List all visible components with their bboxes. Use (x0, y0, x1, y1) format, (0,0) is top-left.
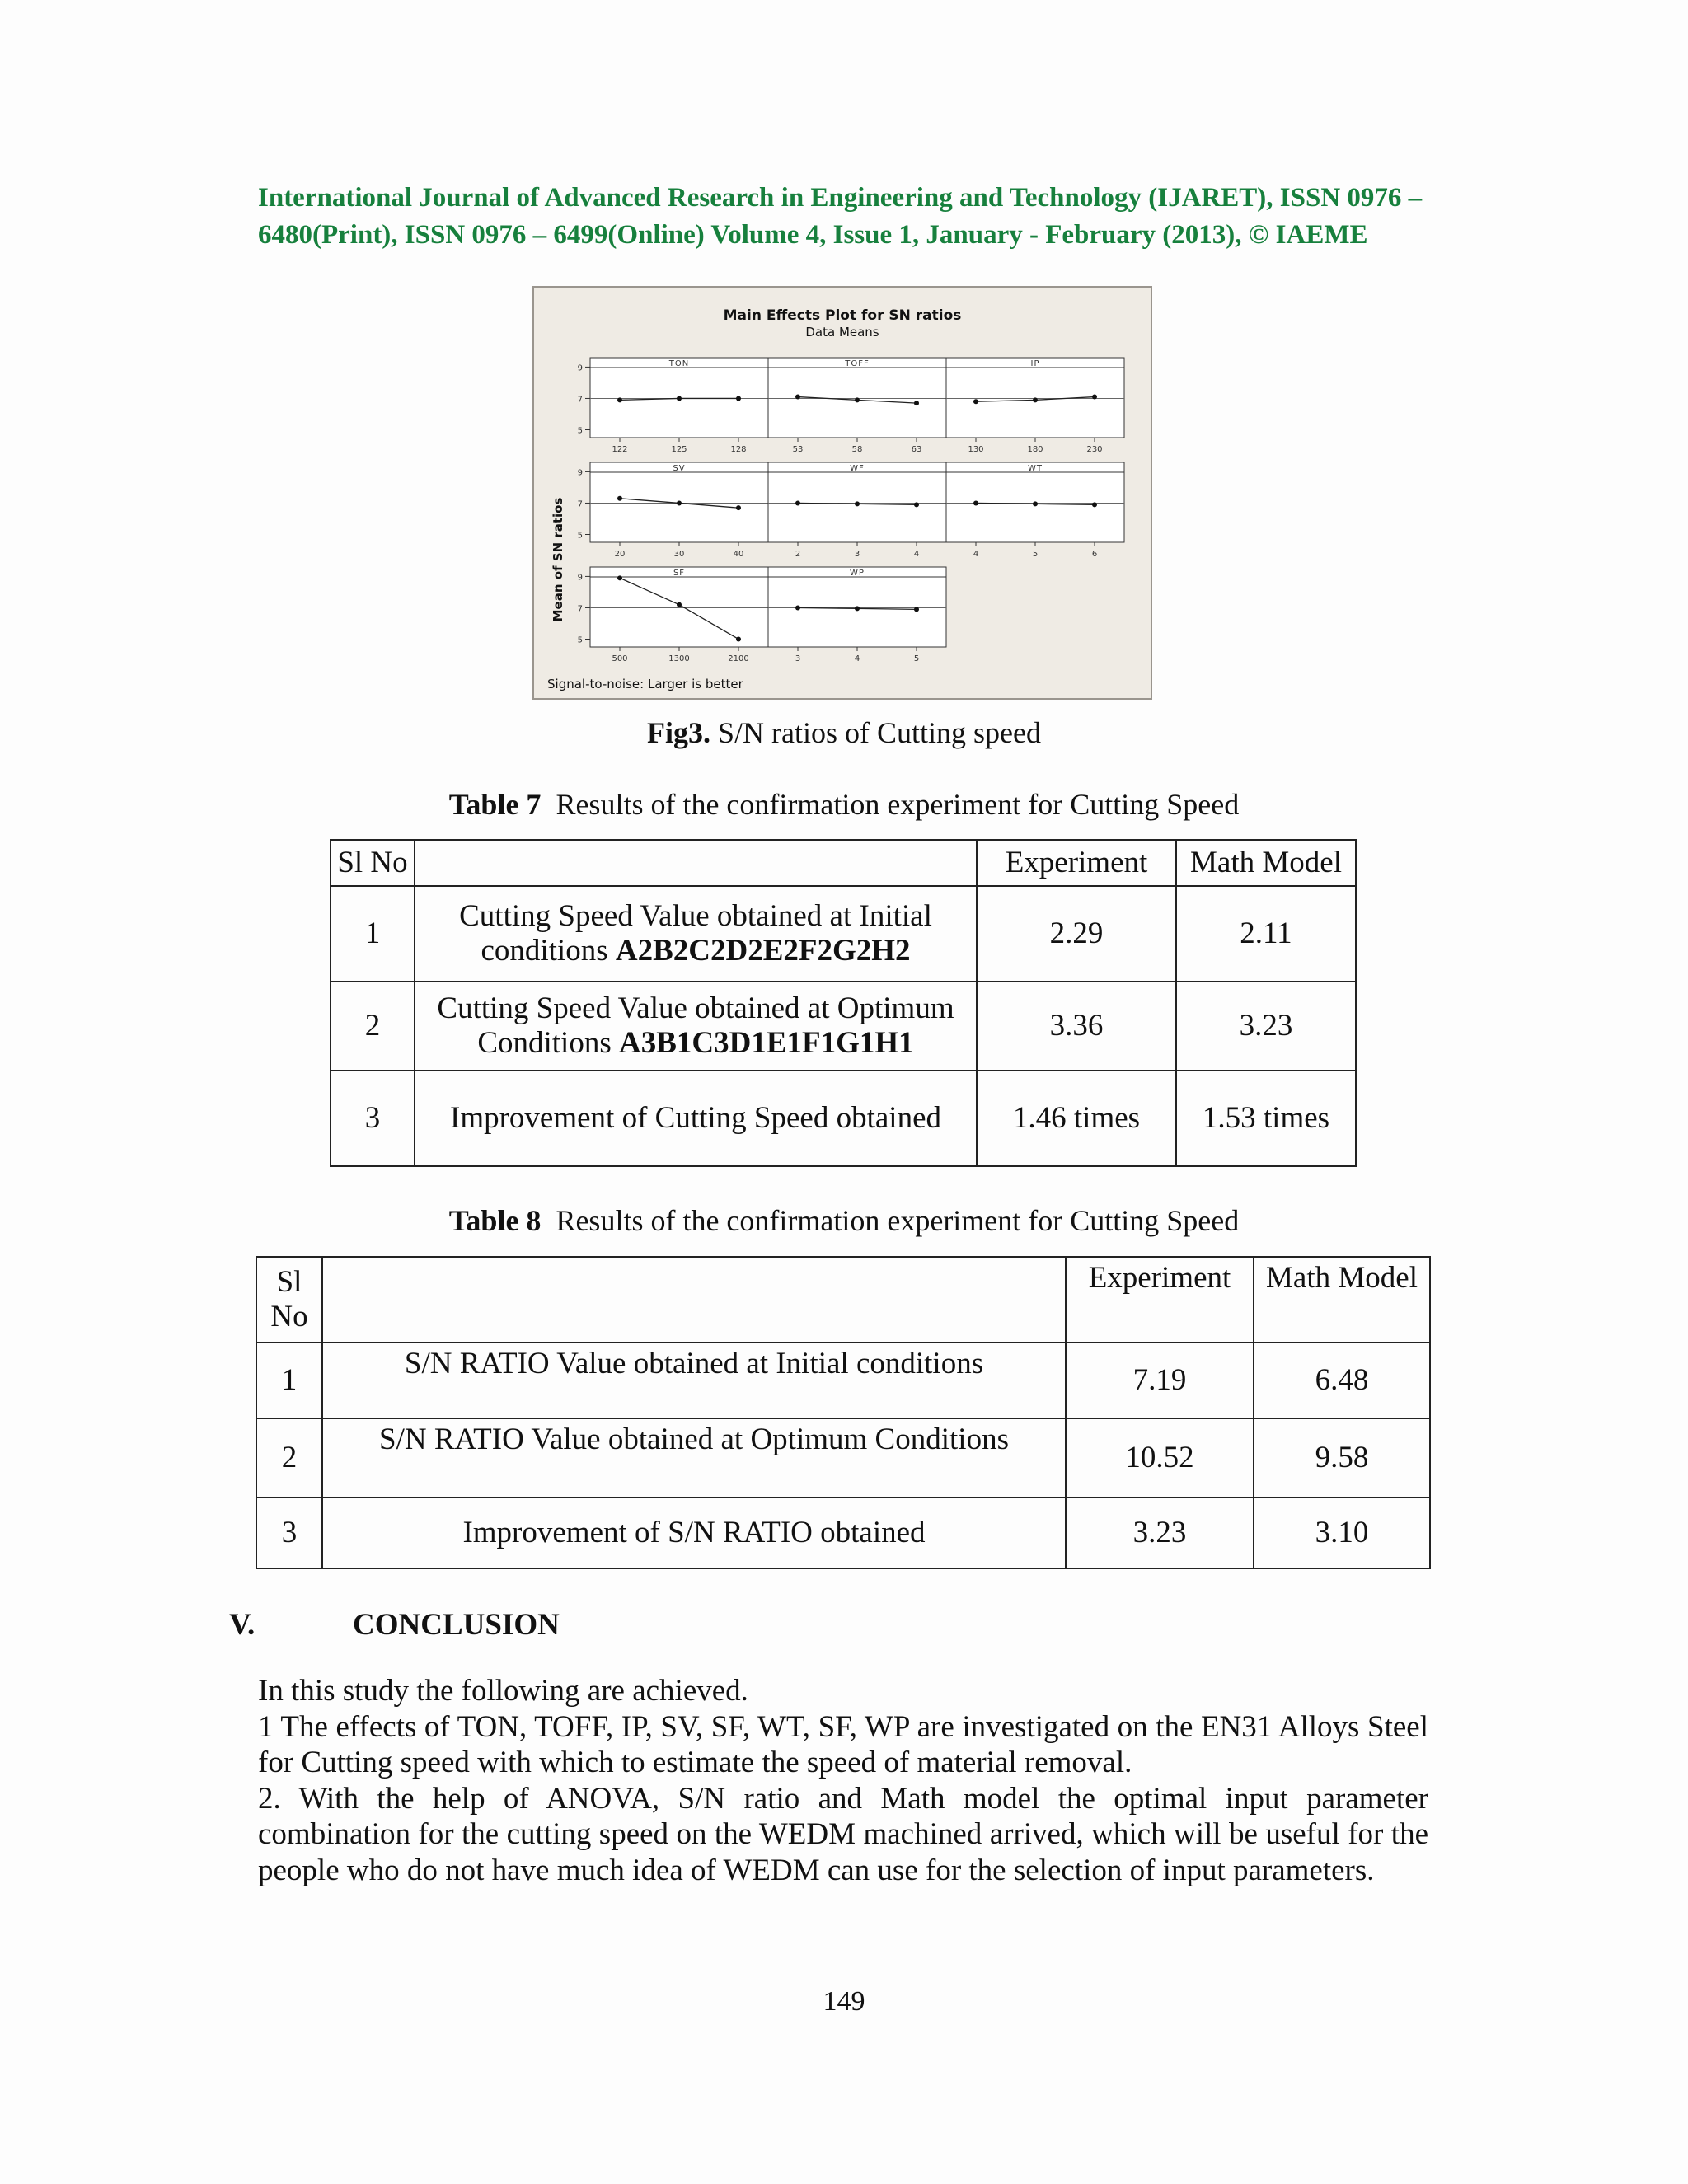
table-cell: 3 (331, 1071, 415, 1166)
y-tick-label: 5 (577, 635, 583, 645)
table-cell: S/N RATIO Value obtained at Optimum Conditions (322, 1418, 1066, 1497)
table-cell: 2.11 (1176, 886, 1356, 982)
table-header-line: No (270, 1300, 308, 1333)
table-cell-code: A3B1C3D1E1F1G1H1 (618, 1026, 914, 1060)
paragraph: In this study the following are achieved. (258, 1674, 748, 1708)
table-row (256, 1343, 1430, 1418)
figure-caption-label: Fig3. (647, 716, 710, 749)
data-point (1092, 502, 1097, 507)
y-tick-label: 5 (577, 531, 583, 541)
table-7 (330, 839, 1357, 1167)
table-cell: Improvement of Cutting Speed obtained (415, 1071, 977, 1166)
journal-header (258, 180, 1437, 254)
figure-caption-text: S/N ratios of Cutting speed (718, 716, 1041, 749)
table-header-cell (415, 840, 977, 886)
x-tick-label: 20 (614, 550, 626, 559)
figure-caption (0, 715, 1688, 750)
main-effects-plot (534, 288, 1151, 698)
table-cell: 3 (256, 1497, 322, 1568)
x-tick-label: 128 (730, 445, 747, 454)
x-tick-label: 63 (911, 445, 922, 454)
panel-label: WF (850, 464, 865, 473)
table-cell: 6.48 (1254, 1343, 1430, 1418)
x-tick-label: 4 (973, 550, 979, 559)
data-point (795, 605, 800, 610)
table-row (256, 1418, 1430, 1497)
x-tick-label: 2100 (728, 654, 749, 663)
data-point (736, 505, 741, 510)
table-row (331, 840, 1356, 886)
section-heading (229, 1607, 560, 1643)
data-point (617, 575, 622, 580)
table-header-cell: Sl No (331, 840, 415, 886)
x-tick-label: 58 (851, 445, 863, 454)
table-header-cell (256, 1257, 322, 1343)
x-tick-label: 4 (913, 550, 920, 559)
paragraph: 1 The effects of TON, TOFF, IP, SV, SF, WT, SF, WP are investigated on the EN31 Alloys Steel for Cutting speed with which to estimate the speed of material removal. (258, 1709, 1428, 1779)
chart-footnote: Signal-to-noise: Larger is better (547, 677, 743, 691)
table-row (331, 1071, 1356, 1166)
table-cell: 1.46 times (977, 1071, 1176, 1166)
table-cell (415, 886, 977, 982)
x-tick-label: 5 (1032, 550, 1039, 559)
table-cell: 3.36 (977, 982, 1176, 1071)
table-cell: 9.58 (1254, 1418, 1430, 1497)
journal-header-line-1: International Journal of Advanced Research in Engineering and Technology (IJARET), ISSN 0976 – (258, 183, 1423, 213)
table-cell: Improvement of S/N RATIO obtained (322, 1497, 1066, 1568)
table-header-line: Sl (276, 1265, 302, 1299)
table-cell: 2.29 (977, 886, 1176, 982)
x-tick-label: 230 (1086, 445, 1103, 454)
table-7-caption-label: Table 7 (448, 788, 542, 821)
table-cell: 1.53 times (1176, 1071, 1356, 1166)
x-tick-label: 500 (612, 654, 628, 663)
y-tick-label: 9 (577, 468, 583, 478)
chart-title: Main Effects Plot for SN ratios (723, 307, 962, 324)
x-tick-label: 40 (733, 550, 744, 559)
y-tick-label: 7 (577, 499, 583, 509)
section-title: CONCLUSION (353, 1608, 560, 1642)
data-point (1092, 395, 1097, 400)
data-point (914, 502, 919, 507)
panel-label: TON (668, 359, 690, 368)
panel-label: IP (1030, 359, 1040, 368)
data-point (855, 397, 860, 402)
table-row (331, 982, 1356, 1071)
x-tick-label: 3 (795, 654, 801, 663)
table-7-caption-text: Results of the confirmation experiment for Cutting Speed (556, 788, 1240, 821)
data-point (973, 500, 978, 505)
table-header-cell: Experiment (977, 840, 1176, 886)
table-cell: 7.19 (1066, 1343, 1254, 1418)
x-tick-label: 122 (612, 445, 628, 454)
table-header-cell: Experiment (1066, 1257, 1254, 1343)
table-header-cell: Math Model (1176, 840, 1356, 886)
table-8-caption-label: Table 8 (448, 1204, 542, 1237)
data-point (855, 606, 860, 611)
table-cell: 3.23 (1066, 1497, 1254, 1568)
panel-label: TOFF (845, 359, 870, 368)
data-point (914, 401, 919, 405)
data-point (973, 399, 978, 404)
chart-subtitle: Data Means (805, 325, 879, 340)
panel-label: SF (673, 569, 686, 578)
y-tick-label: 9 (577, 573, 583, 583)
x-tick-label: 2 (795, 550, 801, 559)
journal-header-line-2: 6480(Print), ISSN 0976 – 6499(Online) Volume 4, Issue 1, January - February (2013), © IAEME (258, 220, 1368, 250)
data-point (1033, 501, 1038, 506)
panel-label: SV (673, 464, 686, 473)
table-cell: 3.23 (1176, 982, 1356, 1071)
data-point (736, 636, 741, 641)
table-cell: 2 (256, 1418, 322, 1497)
y-axis-label: Mean of SN ratios (551, 497, 565, 622)
table-row (256, 1257, 1430, 1343)
x-tick-label: 53 (792, 445, 804, 454)
table-cell-line: Cutting Speed Value obtained at Optimum (437, 991, 954, 1025)
y-tick-label: 7 (577, 395, 583, 405)
table-cell-line (419, 934, 973, 968)
table-8 (256, 1256, 1431, 1569)
data-point (677, 602, 682, 607)
page-number: 149 (823, 1986, 865, 2017)
conclusion-body (258, 1673, 1428, 1888)
y-tick-label: 7 (577, 604, 583, 614)
table-8-caption-text: Results of the confirmation experiment for Cutting Speed (556, 1204, 1240, 1237)
data-point (677, 396, 682, 401)
table-cell-line: Cutting Speed Value obtained at Initial (459, 899, 932, 933)
x-tick-label: 130 (968, 445, 984, 454)
panel-label: WP (850, 569, 865, 578)
table-cell (415, 982, 977, 1071)
data-point (855, 501, 860, 506)
data-point (1033, 397, 1038, 402)
table-cell-text: conditions (481, 934, 616, 968)
table-cell-code: A2B2C2D2E2F2G2H2 (615, 934, 911, 968)
table-cell: 10.52 (1066, 1418, 1254, 1497)
x-tick-label: 180 (1027, 445, 1043, 454)
x-tick-label: 1300 (668, 654, 690, 663)
main-effects-figure (532, 286, 1152, 700)
x-tick-label: 4 (854, 654, 860, 663)
y-tick-label: 5 (577, 426, 583, 436)
data-point (795, 500, 800, 505)
data-point (795, 395, 800, 400)
x-tick-label: 125 (671, 445, 687, 454)
table-cell: 2 (331, 982, 415, 1071)
table-cell: 3.10 (1254, 1497, 1430, 1568)
table-cell: S/N RATIO Value obtained at Initial conditions (322, 1343, 1066, 1418)
x-tick-label: 6 (1091, 550, 1098, 559)
data-point (736, 396, 741, 401)
y-tick-label: 9 (577, 363, 583, 373)
x-tick-label: 3 (854, 550, 860, 559)
table-cell: 1 (256, 1343, 322, 1418)
data-point (617, 397, 622, 402)
table-header-cell: Math Model (1254, 1257, 1430, 1343)
table-8-caption (0, 1203, 1688, 1238)
table-cell-text: Conditions (477, 1026, 619, 1060)
data-point (914, 607, 919, 612)
paragraph: 2. With the help of ANOVA, S/N ratio and Math model the optimal input parameter combination for the cutting speed on the WEDM machined arrived, which will be useful for the people who do not have much idea of WEDM can use for the selection of input parameters. (258, 1781, 1428, 1887)
table-row (331, 886, 1356, 982)
table-row (256, 1497, 1430, 1568)
table-cell: 1 (331, 886, 415, 982)
table-cell-line (419, 1026, 973, 1061)
x-tick-label: 30 (673, 550, 685, 559)
table-7-caption (0, 787, 1688, 822)
panel-label: WT (1028, 464, 1043, 473)
x-tick-label: 5 (913, 654, 920, 663)
table-header-cell (322, 1257, 1066, 1343)
data-point (677, 500, 682, 505)
data-point (617, 496, 622, 501)
section-number: V. (229, 1608, 256, 1642)
